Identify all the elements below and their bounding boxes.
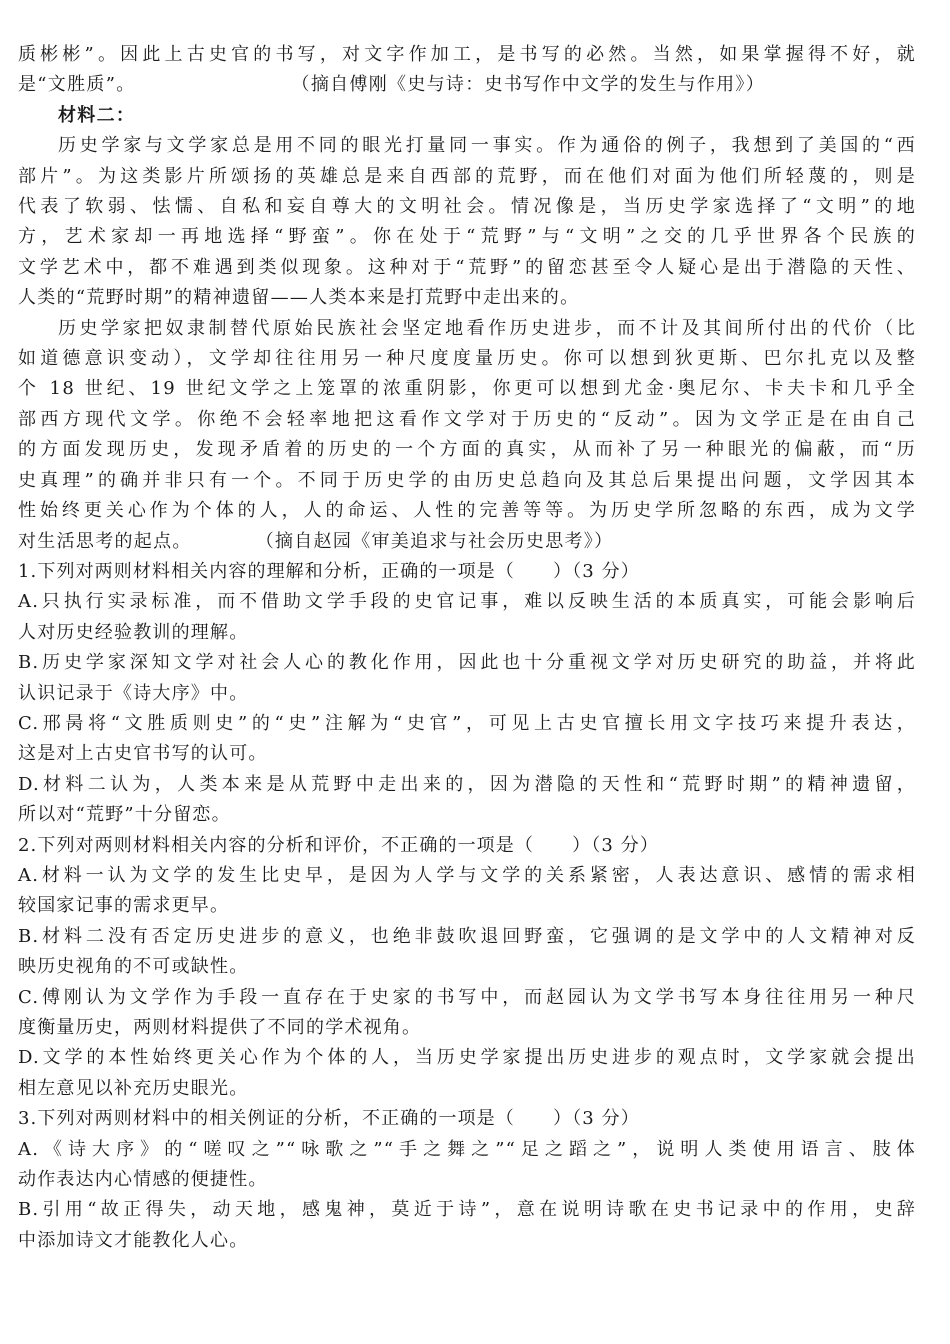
- material2-heading: 材料二：: [58, 104, 136, 126]
- question-2-stem: 2.下列对两则材料相关内容的分析和评价，不正确的一项是（ ）（3 分）: [18, 834, 659, 856]
- material2-para2-line: 对生活思考的起点。: [18, 530, 192, 552]
- material2-para1-line: 部片”。为这类影片所颂扬的英雄总是来自西部的荒野，而在他们对面为他们所轻蔑的，则是: [18, 165, 916, 187]
- question-3-option-a: A.《诗大序》的“嗟叹之”“咏歌之”“手之舞之”“足之蹈之”，说明人类使用语言、肢体: [18, 1138, 916, 1160]
- question-2-option-a: A.材料一认为文学的发生比史早，是因为人学与文学的关系紧密，人表达意识、感情的需求相: [18, 864, 916, 886]
- question-1-option-d: D.材料二认为，人类本来是从荒野中走出来的，因为潜隐的天性和“荒野时期”的精神遗留，: [18, 773, 916, 795]
- question-3-option-a-cont: 动作表达内心情感的便捷性。: [18, 1169, 268, 1191]
- material2-para1-line: 历史学家与文学家总是用不同的眼光打量同一事实。作为通俗的例子，我想到了美国的“西: [58, 135, 916, 157]
- material2-para2-line: 部西方现代文学。你绝不会轻率地把这看作文学对于历史的“反动”。因为文学正是在由自己: [18, 408, 916, 430]
- material2-para2-last-line: [18, 527, 916, 557]
- question-3-stem: 3.下列对两则材料中的相关例证的分析，不正确的一项是（ ）（3 分）: [18, 1108, 640, 1130]
- question-3-option-b: B.引用“故正得失，动天地，感鬼神，莫近于诗”，意在说明诗歌在史书记录中的作用，史辞: [18, 1199, 916, 1221]
- question-2-option-a-cont: 较国家记事的需求更早。: [18, 895, 230, 917]
- question-2-option-c: C.傅刚认为文学作为手段一直存在于史家的书写中，而赵园认为文学书写本身往往用另一种尺: [18, 986, 916, 1008]
- material2-para2-line: 个 18 世纪、19 世纪文学之上笼罩的浓重阴影，你更可以想到尤金·奥尼尔、卡夫卡和几乎全: [18, 378, 916, 400]
- material2-para2-line: 的方面发现历史，发现矛盾着的历史的一个方面的真实，从而补了另一种眼光的偏蔽，而“历: [18, 439, 916, 461]
- material2-para1-line: 代表了软弱、怯懦、自私和妄自尊大的文明社会。情况像是，当历史学家选择了“文明”的地: [18, 196, 916, 218]
- question-1-stem: 1.下列对两则材料相关内容的理解和分析，正确的一项是（ ）（3 分）: [18, 560, 640, 582]
- question-2-option-d-cont: 相左意见以补充历史眼光。: [18, 1077, 249, 1099]
- question-1-option-a: A.只执行实录标准，而不借助文学手段的史官记事，难以反映生活的本质真实，可能会影响后: [18, 591, 916, 613]
- material1-line-2: [18, 70, 916, 100]
- material1-source: （摘自傅刚《史与诗：史书写作中文学的发生与作用》）: [291, 74, 766, 96]
- question-1-option-d-cont: 所以对“荒野”十分留恋。: [18, 804, 231, 826]
- material2-para2-line: 性始终更关心作为个体的人，人的命运、人性的完善等等。为历史学所忽略的东西，成为文学: [18, 500, 916, 522]
- material2-para2-line: 如道德意识变动），文学却往往用另一种尺度度量历史。你可以想到狄更斯、巴尔扎克以及整: [18, 348, 916, 370]
- question-2-option-b-cont: 映历史视角的不可或缺性。: [18, 956, 249, 978]
- question-2-option-b: B.材料二没有否定历史进步的意义，也绝非鼓吹退回野蛮，它强调的是文学中的人文精神对反: [18, 925, 916, 947]
- question-1-option-b: B.历史学家深知文学对社会人心的教化作用，因此也十分重视文学对历史研究的助益，并将此: [18, 652, 916, 674]
- material2-source: （摘自赵园《审美追求与社会历史思考》）: [255, 530, 614, 552]
- material2-para1-line: 文学艺术中，都不难遇到类似现象。这种对于“荒野”的留恋甚至令人疑心是出于潜隐的天性、: [18, 256, 916, 278]
- material2-para2-line: 历史学家把奴隶制替代原始民族社会坚定地看作历史进步，而不计及其间所付出的代价（比: [58, 317, 916, 339]
- question-1-option-c-cont: 这是对上古史官书写的认可。: [18, 743, 268, 765]
- question-1-option-b-cont: 认识记录于《诗大序》中。: [18, 682, 249, 704]
- material1-line-2-text: 是“文胜质”。: [18, 74, 136, 96]
- material2-para2-line: 史真理”的确并非只有一个。不同于历史学的由历史总趋向及其总后果提出问题，文学因其本: [18, 469, 916, 491]
- question-2-option-d: D.文学的本性始终更关心作为个体的人，当历史学家提出历史进步的观点时，文学家就会提出: [18, 1047, 916, 1069]
- material1-line-1: 质彬彬”。因此上古史官的书写，对文字作加工，是书写的必然。当然，如果掌握得不好，就: [18, 44, 916, 65]
- material2-para1-line: 人类的“荒野时期”的精神遗留——人类本来是打荒野中走出来的。: [18, 287, 580, 309]
- material2-para1-line: 方，艺术家却一再地选择“野蛮”。你在处于“荒野”与“文明”之交的几乎世界各个民族的: [18, 226, 916, 248]
- question-3-option-b-cont: 中添加诗文才能教化人心。: [18, 1229, 249, 1251]
- question-1-option-c: C.邢昺将“文胜质则史”的“史”注解为“史官”，可见上古史官擅长用文字技巧来提升表达，: [18, 712, 916, 734]
- question-2-option-c-cont: 度衡量历史，两则材料提供了不同的学术视角。: [18, 1017, 422, 1038]
- question-1-option-a-cont: 人对历史经验教训的理解。: [18, 621, 249, 643]
